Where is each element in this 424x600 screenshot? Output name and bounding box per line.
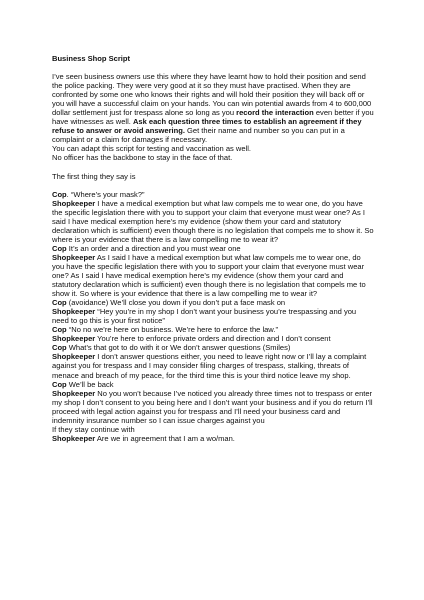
intro-adapt-line: You can adapt this script for testing and vaccination as well. xyxy=(52,144,251,154)
speaker: Cop xyxy=(52,379,67,389)
speech: No you won’t because I’ve noticed you already three times not to trespass or enter my shop I don’t consent to you being here and I don’t want your business and if you do return I’ll proceed with legal action against you for trespass and I’ll need your business card and indemnity insurance number so I can issue charges against you xyxy=(52,388,373,425)
speaker: Cop xyxy=(52,189,67,199)
dialogue-line xyxy=(52,343,374,352)
speaker: Cop xyxy=(52,243,67,253)
speech: Are we in agreement that I am a wo/man. xyxy=(95,433,235,443)
speech: “No no we’re here on business. We’re here to enforce the law.” xyxy=(66,325,278,335)
dialogue-line xyxy=(52,307,374,325)
intro-bold-record: record the interaction xyxy=(236,108,314,118)
speech: . “Where’s your mask?” xyxy=(66,189,145,199)
intro-paragraph xyxy=(52,72,374,162)
speaker: Shopkeeper xyxy=(52,334,96,344)
speaker: Shopkeeper xyxy=(52,388,96,398)
dialogue xyxy=(52,190,374,443)
speech: “Hey you’re in my shop I don’t want your business you’re trespassing and you need to go this is your first notice” xyxy=(52,307,357,326)
document-title: Business Shop Script xyxy=(52,54,131,63)
intro-text-1: I’ve seen business owners use this where they have learnt how to hold their position and send the police packing. They were very good at it so they must have practised. When they are confronted by some one who knows their rights and will hold their position they will back off or you will have a successful claim on your hands. You can win potential awards from 4 to 600,000 dollar settlement just for trespass alone so long as you xyxy=(52,72,372,118)
speaker: Shopkeeper xyxy=(52,352,96,362)
if-stay-line: If they stay continue with xyxy=(52,424,135,434)
speaker: Cop xyxy=(52,298,67,308)
speech: (avoidance) We’ll close you down if you don’t put a face mask on xyxy=(66,298,286,308)
first-thing-line: The first thing they say is xyxy=(52,171,136,181)
speaker: Shopkeeper xyxy=(52,433,96,443)
dialogue-line-final xyxy=(52,434,374,443)
speaker: Shopkeeper xyxy=(52,198,96,208)
dialogue-line xyxy=(52,389,374,425)
speech: I don’t answer questions either, you need to leave right now or I’ll lay a complaint against you for trespass and I may consider filing charges of trespass, stalking, threats of menace and breach of my peace, for the third time this is your third notice leave my shop. xyxy=(52,352,367,380)
dialogue-line xyxy=(52,380,374,389)
document-page xyxy=(52,54,374,443)
intro-bold-ask: Ask each question three times to establish an agreement if they refuse to answer or avoid answering. xyxy=(52,117,362,136)
speaker: Shopkeeper xyxy=(52,307,96,317)
dialogue-line xyxy=(52,334,374,343)
dialogue-line xyxy=(52,199,374,244)
dialogue-line xyxy=(52,325,374,334)
dialogue-line xyxy=(52,190,374,199)
speech: It’s an order and a direction and you must wear one xyxy=(66,243,241,253)
dialogue-line xyxy=(52,244,374,253)
intro-text-3: Get their name and number so you can put in a complaint or a claim for damages if necessary. xyxy=(52,126,345,145)
speaker: Shopkeeper xyxy=(52,252,96,262)
intro-text-2: even better if you have witnesses as well. xyxy=(52,108,374,127)
intro-backbone-line: No officer has the backbone to stay in the face of that. xyxy=(52,153,233,163)
dialogue-line xyxy=(52,253,374,298)
dialogue-line xyxy=(52,298,374,307)
speech: What’s that got to do with it or We don’t answer questions (Smiles) xyxy=(66,343,291,353)
speech: You’re here to enforce private orders and direction and I don’t consent xyxy=(95,334,331,344)
speaker: Cop xyxy=(52,325,67,335)
speech: As I said I have a medical exemption but what law compels me to wear one, do you have the specific legislation there with you to support your claim that everyone must wear one? As I said I have medical exemption here’s my evidence (show them your card and statutory declaration which is sufficient) even though there is no legislation that compels me to show it. So where is your evidence that there is a law compelling me to wear it? xyxy=(52,252,366,299)
speaker: Cop xyxy=(52,343,67,353)
dialogue-line xyxy=(52,352,374,379)
speech: I have a medical exemption but what law compels me to wear one, do you have the specific legislation there with you to support your claim that everyone must wear one? As I said I have medical exemption here’s my evidence (show them your card and statutory declaration which is sufficient) even though there is no legislation that compels me to show it. So where is your evidence that there is a law compelling me to wear it? xyxy=(52,198,374,244)
speech: We’ll be back xyxy=(66,379,114,389)
